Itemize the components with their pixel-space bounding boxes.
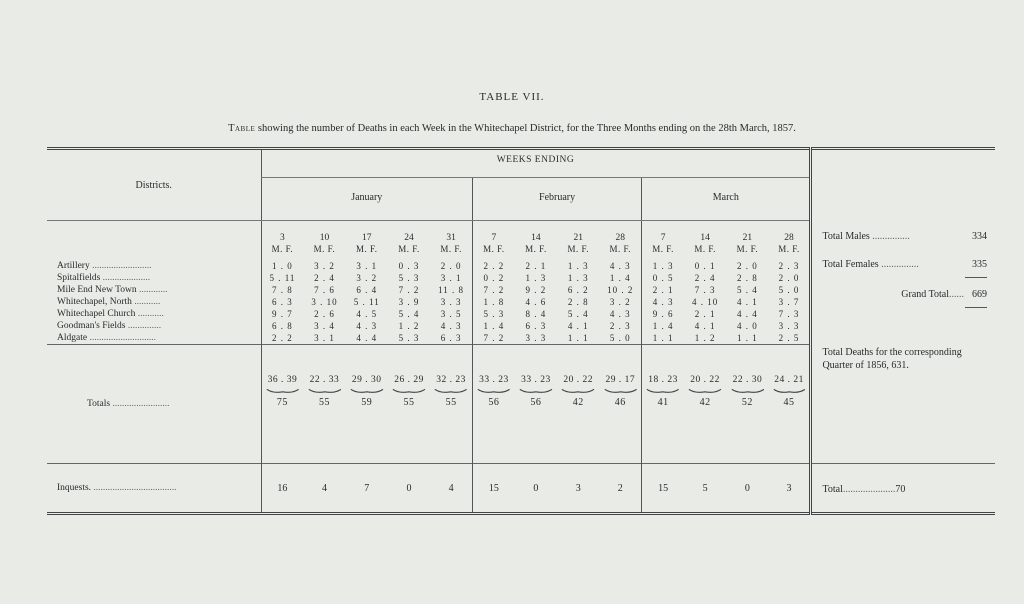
death-count-cell: 4 . 0 <box>737 321 758 331</box>
death-count-cell: 1 . 3 <box>652 261 674 271</box>
death-count-cell: 0 . 2 <box>483 273 505 283</box>
totals-combined: 46 <box>614 397 626 408</box>
death-count-cell: 3 . 10 <box>311 297 338 307</box>
totals-cell <box>261 345 303 464</box>
week-day: 28 <box>615 233 626 243</box>
male-female-label: M. F. <box>313 244 336 254</box>
leader-dots: ................................... <box>91 483 177 493</box>
inquest-count: 15 <box>642 464 684 514</box>
leader-dots: ........... <box>135 309 164 319</box>
inquests-row <box>47 464 995 514</box>
death-count-cell: 2 . 8 <box>737 273 758 283</box>
leader-dots: .............. <box>125 321 162 331</box>
brace-icon <box>773 387 806 395</box>
death-count-cell: 5 . 11 <box>353 297 380 307</box>
death-count-cell: 4 . 1 <box>694 321 716 331</box>
death-count-cell: 6 . 3 <box>440 333 462 343</box>
inquests-label-text: Inquests. <box>57 483 92 493</box>
totals-combined: 56 <box>530 397 542 408</box>
death-count-cell: 3 . 1 <box>314 333 335 343</box>
leader-dots: ..................... <box>842 483 896 495</box>
deaths-table <box>47 147 995 515</box>
leader-dots: ............... <box>869 231 910 242</box>
death-count-cell: 0 . 5 <box>652 273 674 283</box>
totals-combined: 42 <box>699 397 711 408</box>
leader-dots: ........... <box>131 297 161 307</box>
table-caption <box>0 123 1024 134</box>
caption-lead: Table <box>228 123 256 134</box>
death-count-cell: 2 . 0 <box>778 273 800 283</box>
inquest-count: 7 <box>346 464 388 514</box>
week-day: 21 <box>742 233 753 243</box>
total-males-label <box>822 230 909 243</box>
week-day-header <box>261 221 303 260</box>
totals-combined: 55 <box>403 397 415 408</box>
death-count-cell: 7 . 3 <box>778 309 800 319</box>
week-day-header <box>515 221 557 260</box>
week-column <box>261 259 303 345</box>
death-count-cell: 5 . 11 <box>269 273 296 283</box>
death-count-cell: 0 . 1 <box>694 261 716 271</box>
death-count-cell: 1 . 3 <box>567 273 589 283</box>
week-day-header <box>726 221 768 260</box>
death-count-cell: 3 . 5 <box>440 309 462 319</box>
death-count-cell: 6 . 3 <box>525 321 547 331</box>
death-count-cell: 3 . 1 <box>356 261 378 271</box>
spacer <box>822 243 995 256</box>
male-female-label: M. F. <box>736 244 759 254</box>
leader-dots: ...... <box>949 289 964 300</box>
district-label: Spitalfields <box>57 273 101 283</box>
totals-label-text: Totals <box>87 399 111 409</box>
inquest-count: 5 <box>684 464 726 514</box>
totals-combined: 56 <box>488 397 500 408</box>
inquest-count: 16 <box>261 464 303 514</box>
totals-cell <box>642 345 684 464</box>
week-column <box>388 259 430 345</box>
districts-header: Districts. <box>47 149 261 221</box>
week-column <box>769 259 811 345</box>
week-column <box>346 259 388 345</box>
totals-mf: 22 . 30 <box>732 375 763 385</box>
totals-label <box>47 345 261 464</box>
death-count-cell: 1 . 0 <box>272 261 293 271</box>
header-row-weeks <box>47 149 995 178</box>
week-day: 21 <box>573 233 583 243</box>
death-count-cell: 7 . 3 <box>694 285 716 295</box>
totals-cell <box>684 345 726 464</box>
district-name <box>57 260 261 272</box>
district-label: Whitechapel Church <box>57 309 136 319</box>
leader-dots: ......................... <box>89 261 152 271</box>
brace-icon <box>731 387 765 395</box>
rule <box>965 307 987 308</box>
district-name <box>57 296 261 308</box>
death-count-cell: 9 . 6 <box>652 309 674 319</box>
death-count-cell: 5 . 4 <box>737 285 758 295</box>
male-female-label: M. F. <box>609 244 632 254</box>
total-males <box>822 230 995 243</box>
male-female-label: M. F. <box>694 244 716 254</box>
death-count-cell: 4 . 3 <box>440 321 462 331</box>
death-count-cell: 3 . 9 <box>398 297 420 307</box>
death-count-cell: 3 . 2 <box>356 273 378 283</box>
death-count-cell: 1 . 1 <box>737 333 758 343</box>
death-count-cell: 9 . 7 <box>272 309 293 319</box>
rule <box>965 277 987 278</box>
death-count-cell: 10 . 2 <box>607 285 634 295</box>
week-column <box>430 259 472 345</box>
total-females <box>822 258 995 271</box>
week-day: 24 <box>404 233 414 243</box>
week-day-header <box>769 221 811 260</box>
totals-mf: 26 . 29 <box>394 375 424 385</box>
district-label: Whitechapel, North <box>57 297 132 307</box>
death-count-cell: 3 . 1 <box>440 273 462 283</box>
brace-icon <box>561 387 595 395</box>
brace-icon <box>646 387 679 395</box>
death-count-cell: 3 . 2 <box>314 261 335 271</box>
death-count-cell: 2 . 1 <box>652 285 674 295</box>
inquest-count: 0 <box>515 464 557 514</box>
totals-cell <box>726 345 768 464</box>
totals-combined: 52 <box>741 397 753 408</box>
male-female-label: M. F. <box>440 244 462 254</box>
brace-icon <box>519 387 553 395</box>
week-day: 14 <box>531 233 541 243</box>
inquest-count: 15 <box>472 464 514 514</box>
totals-combined: 42 <box>572 397 584 408</box>
district-name <box>57 284 261 296</box>
totals-combined: 45 <box>783 397 795 408</box>
death-count-cell: 5 . 3 <box>398 333 420 343</box>
month-header: January <box>261 178 472 221</box>
week-column <box>726 259 768 345</box>
totals-cell <box>472 345 514 464</box>
death-count-cell: 7 . 2 <box>483 285 505 295</box>
male-female-label: M. F. <box>652 244 674 254</box>
totals-cell <box>388 345 430 464</box>
week-column <box>599 259 641 345</box>
death-count-cell: 3 . 3 <box>525 333 547 343</box>
week-day: 28 <box>784 233 794 243</box>
death-count-cell: 1 . 4 <box>483 321 505 331</box>
week-day: 7 <box>491 233 497 243</box>
week-day-header <box>599 221 641 260</box>
week-column <box>472 259 514 345</box>
death-count-cell: 2 . 3 <box>609 321 631 331</box>
week-day-header <box>557 221 599 260</box>
death-count-cell: 2 . 8 <box>567 297 589 307</box>
week-column <box>642 259 684 345</box>
death-count-cell: 7 . 6 <box>314 285 335 295</box>
district-name <box>57 308 261 320</box>
death-count-cell: 1 . 4 <box>609 273 631 283</box>
death-count-cell: 4 . 4 <box>737 309 758 319</box>
week-day-header <box>642 221 684 260</box>
death-count-cell: 2 . 0 <box>440 261 462 271</box>
totals-cell <box>303 345 345 464</box>
inquest-count: 4 <box>430 464 472 514</box>
totals-mf: 20 . 22 <box>690 375 720 385</box>
table-title: TABLE VII. <box>479 91 545 103</box>
death-count-cell: 5 . 3 <box>483 309 505 319</box>
death-count-cell: 5 . 3 <box>398 273 420 283</box>
death-count-cell: 11 . 8 <box>438 285 465 295</box>
week-column <box>515 259 557 345</box>
death-count-cell: 6 . 2 <box>567 285 589 295</box>
inquest-total-row <box>822 483 995 496</box>
death-count-cell: 2 . 3 <box>778 261 800 271</box>
male-female-label: M. F. <box>483 244 505 254</box>
death-count-cell: 3 . 7 <box>778 297 800 307</box>
inquest-count: 4 <box>303 464 345 514</box>
death-count-cell: 6 . 4 <box>356 285 378 295</box>
male-female-label: M. F. <box>778 244 800 254</box>
inquest-count: 0 <box>388 464 430 514</box>
total-males-label-text: Total Males <box>822 231 870 242</box>
district-names <box>47 259 261 345</box>
total-label: Total <box>822 483 843 495</box>
death-count-cell: 2 . 6 <box>314 309 335 319</box>
death-count-cell: 6 . 8 <box>272 321 293 331</box>
death-count-cell: 8 . 4 <box>525 309 547 319</box>
death-count-cell: 5 . 0 <box>778 285 800 295</box>
death-count-cell: 7 . 8 <box>272 285 293 295</box>
male-female-label: M. F. <box>398 244 420 254</box>
total-females-label <box>822 258 918 271</box>
week-column <box>303 259 345 345</box>
male-female-label: M. F. <box>525 244 547 254</box>
death-count-cell: 1 . 1 <box>567 333 589 343</box>
death-count-cell: 1 . 4 <box>652 321 674 331</box>
brace-icon <box>308 387 342 395</box>
week-day-header <box>472 221 514 260</box>
death-count-cell: 3 . 3 <box>440 297 462 307</box>
death-count-cell: 0 . 3 <box>398 261 420 271</box>
week-day-header <box>388 221 430 260</box>
death-count-cell: 4 . 3 <box>609 261 631 271</box>
totals-cell <box>599 345 641 464</box>
totals-mf: 24 . 21 <box>774 375 804 385</box>
totals-mf: 22 . 33 <box>309 375 340 385</box>
death-count-cell: 6 . 3 <box>272 297 293 307</box>
district-label: Mile End New Town <box>57 285 137 295</box>
death-count-cell: 1 . 1 <box>652 333 674 343</box>
inquest-count: 2 <box>599 464 641 514</box>
week-day: 10 <box>319 233 330 243</box>
totals-mf: 29 . 17 <box>605 375 636 385</box>
totals-combined: 75 <box>276 397 288 408</box>
death-count-cell: 1 . 2 <box>398 321 420 331</box>
death-count-cell: 2 . 2 <box>483 261 505 271</box>
total-inquests: 70 <box>895 483 906 495</box>
leader-dots: ............ <box>136 285 168 295</box>
week-day-header <box>684 221 726 260</box>
totals-mf: 29 . 30 <box>351 375 382 385</box>
death-count-cell: 5 . 4 <box>398 309 420 319</box>
death-count-cell: 1 . 3 <box>567 261 589 271</box>
leader-dots: ............................ <box>87 333 156 343</box>
totals-combined: 59 <box>361 397 373 408</box>
death-count-cell: 4 . 10 <box>691 297 719 307</box>
brace-icon <box>688 387 722 395</box>
blank-cell <box>47 221 261 260</box>
total-females-value: 335 <box>972 259 987 270</box>
summary-panel <box>811 149 995 464</box>
death-count-cell: 5 . 4 <box>567 309 589 319</box>
death-count-cell: 4 . 5 <box>356 309 378 319</box>
totals-mf: 20 . 22 <box>563 375 594 385</box>
week-day: 7 <box>660 233 666 243</box>
total-females-label-text: Total Females <box>822 259 879 270</box>
death-count-cell: 4 . 1 <box>567 321 589 331</box>
death-count-cell: 2 . 1 <box>525 261 547 271</box>
brace-icon <box>477 387 510 395</box>
leader-dots: ............... <box>878 259 919 270</box>
week-column <box>557 259 599 345</box>
death-count-cell: 2 . 4 <box>694 273 716 283</box>
week-day-header <box>346 221 388 260</box>
grand-total <box>822 288 995 301</box>
death-count-cell: 4 . 4 <box>356 333 378 343</box>
death-count-cell: 2 . 0 <box>737 261 758 271</box>
brace-icon <box>266 387 299 395</box>
death-count-cell: 2 . 5 <box>778 333 800 343</box>
district-name <box>57 320 261 332</box>
brace-icon <box>350 387 384 395</box>
month-header: March <box>642 178 811 221</box>
totals-cell <box>346 345 388 464</box>
totals-mf: 36 . 39 <box>267 375 298 385</box>
district-label: Goodman's Fields <box>57 321 126 331</box>
death-count-cell: 9 . 2 <box>525 285 547 295</box>
inquest-count: 3 <box>557 464 599 514</box>
death-count-cell: 3 . 2 <box>609 297 631 307</box>
inquest-count: 0 <box>726 464 768 514</box>
inquest-count: 3 <box>769 464 811 514</box>
totals-cell <box>769 345 811 464</box>
inquests-label <box>47 464 261 514</box>
totals-combined: 55 <box>445 397 457 408</box>
totals-mf: 33 . 23 <box>479 375 509 385</box>
death-count-cell: 4 . 3 <box>652 297 674 307</box>
corresponding-quarter-note: Total Deaths for the corresponding Quarter of 1856, 631. <box>822 347 962 371</box>
male-female-label: M. F. <box>271 244 294 254</box>
brace-icon <box>434 387 467 395</box>
totals-mf: 33 . 23 <box>521 375 551 385</box>
district-name <box>57 332 261 344</box>
grand-total-label: Grand Total <box>901 289 949 300</box>
totals-combined: 55 <box>318 397 330 408</box>
death-count-cell: 2 . 1 <box>694 309 716 319</box>
death-count-cell: 4 . 6 <box>525 297 547 307</box>
week-day: 17 <box>361 233 372 243</box>
death-count-cell: 4 . 3 <box>609 309 631 319</box>
death-count-cell: 5 . 0 <box>609 333 631 343</box>
death-count-cell: 1 . 3 <box>525 273 547 283</box>
leader-dots: ........................ <box>110 399 170 409</box>
week-day: 31 <box>446 233 456 243</box>
month-header: February <box>472 178 641 221</box>
death-count-cell: 4 . 3 <box>356 321 378 331</box>
totals-cell <box>430 345 472 464</box>
death-count-cell: 2 . 4 <box>314 273 335 283</box>
brace-icon <box>392 387 426 395</box>
totals-mf: 18 . 23 <box>648 375 678 385</box>
death-count-cell: 3 . 3 <box>778 321 800 331</box>
death-count-cell: 1 . 2 <box>694 333 716 343</box>
week-day: 14 <box>700 233 710 243</box>
district-name <box>57 272 261 284</box>
weeks-ending-header: WEEKS ENDING <box>261 149 811 178</box>
caption-text: showing the number of Deaths in each Week in the Whitechapel District, for the Three Months ending on the 28th March, 1857. <box>257 123 796 134</box>
grand-total-value: 669 <box>972 289 987 300</box>
death-count-cell: 3 . 4 <box>314 321 335 331</box>
death-count-cell: 7 . 2 <box>483 333 505 343</box>
totals-cell <box>557 345 599 464</box>
death-count-cell: 1 . 8 <box>483 297 505 307</box>
district-label: Artillery <box>57 261 90 271</box>
week-column <box>684 259 726 345</box>
totals-combined: 41 <box>657 397 669 408</box>
district-label: Aldgate <box>57 333 88 343</box>
week-day: 3 <box>280 233 285 243</box>
leader-dots: .................... <box>100 273 151 283</box>
death-count-cell: 4 . 1 <box>737 297 758 307</box>
total-males-value: 334 <box>972 231 987 242</box>
totals-cell <box>515 345 557 464</box>
male-female-label: M. F. <box>567 244 589 254</box>
male-female-label: M. F. <box>355 244 378 254</box>
totals-mf: 32 . 23 <box>436 375 466 385</box>
death-count-cell: 7 . 2 <box>398 285 420 295</box>
week-day-header <box>303 221 345 260</box>
brace-icon <box>604 387 637 395</box>
death-count-cell: 2 . 2 <box>272 333 293 343</box>
week-day-header <box>430 221 472 260</box>
inquest-total-cell <box>811 464 995 514</box>
